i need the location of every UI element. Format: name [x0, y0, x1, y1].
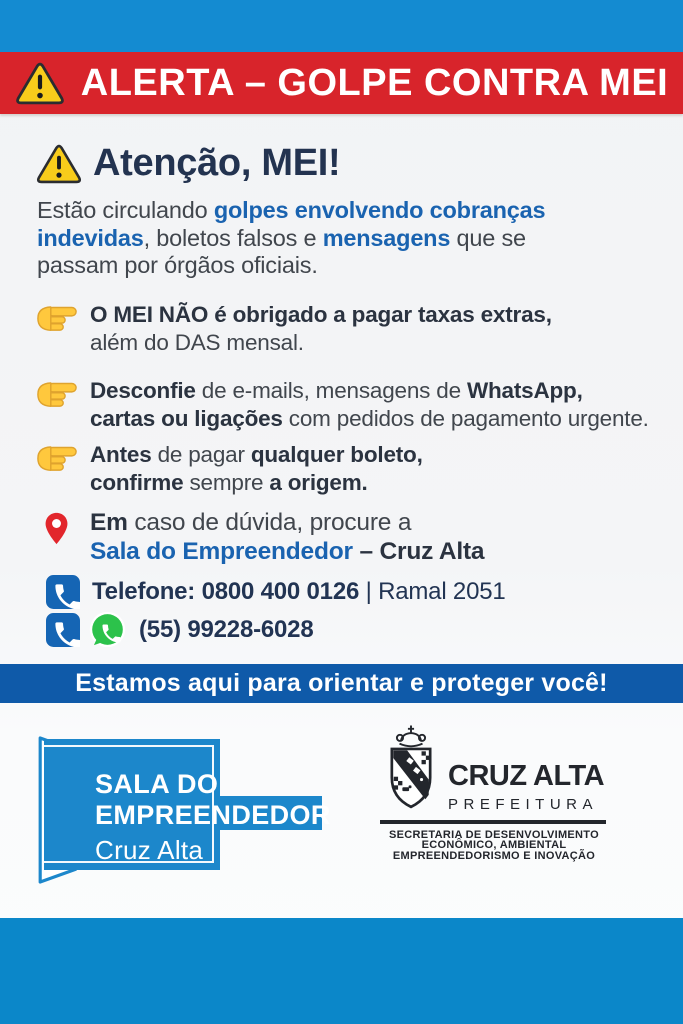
secretaria-line: ECONÔMICO, AMBIENTAL	[421, 839, 567, 851]
secretaria-line: EMPREENDEDORISMO E INOVAÇÃO	[392, 849, 596, 862]
bullet-line: Desconfie de e-mails, mensagens de WhatsApp,	[90, 378, 583, 403]
bullet-line: além do DAS mensal.	[90, 330, 304, 355]
pointing-finger-icon	[36, 442, 78, 473]
coat-of-arms-icon	[384, 724, 438, 816]
warning-triangle-icon	[36, 143, 82, 185]
prefeitura-logo	[378, 724, 614, 861]
location-info	[44, 508, 484, 566]
prefeitura-subtitle: PREFEITURA	[448, 796, 599, 813]
location-text	[90, 508, 484, 566]
phone-icon	[46, 575, 80, 609]
location-line: Sala do Empreendedor – Cruz Alta	[90, 538, 485, 565]
phone-icon	[46, 613, 80, 647]
map-pin-icon	[44, 511, 69, 546]
alert-banner	[0, 52, 683, 114]
bullet-line: Antes de pagar qualquer boleto,	[90, 442, 423, 467]
whatsapp-contact	[46, 611, 313, 648]
bullet-confirm-boleto	[36, 441, 666, 497]
alert-banner-title: ALERTA – GOLPE CONTRA MEI	[80, 61, 669, 104]
logo-line-sala-do: SALA DO	[95, 769, 219, 799]
bullet-line: O MEI NÃO é obrigado a pagar taxas extras,	[90, 302, 552, 327]
bullet-text	[90, 441, 423, 497]
attention-heading	[36, 142, 340, 185]
bullet-text	[90, 377, 649, 433]
bottom-blue-bar	[0, 918, 683, 1024]
pointing-finger-icon	[36, 302, 78, 333]
secretaria-line: SECRETARIA DE DESENVOLVIMENTO	[389, 828, 599, 841]
logo-divider	[380, 820, 606, 824]
city-name: CRUZ ALTA	[448, 760, 605, 792]
sala-do-empreendedor-logo	[32, 733, 332, 887]
attention-heading-title: Atenção, MEI!	[93, 142, 341, 184]
top-blue-bar	[0, 0, 683, 52]
bullet-taxes	[36, 301, 666, 357]
reassurance-band	[0, 664, 683, 703]
bullet-suspect-messages	[36, 377, 666, 433]
intro-paragraph	[37, 197, 545, 280]
whatsapp-number: (55) 99228-6028	[139, 615, 314, 643]
warning-triangle-icon	[15, 61, 65, 106]
bullet-text	[90, 301, 552, 357]
whatsapp-icon	[89, 611, 126, 648]
pointing-finger-icon	[36, 378, 78, 409]
logo-line-empreendedor: EMPREENDEDOR	[95, 800, 331, 830]
location-line: Em caso de dúvida, procure a	[90, 509, 412, 536]
logo-line-cruz-alta: Cruz Alta	[95, 835, 204, 865]
intro-line: Estão circulando golpes envolvendo cobranças	[37, 197, 546, 223]
reassurance-text: Estamos aqui para orientar e proteger você!	[75, 669, 608, 697]
bullet-line: cartas ou ligações com pedidos de pagamento urgente.	[90, 406, 649, 431]
prefeitura-names	[448, 760, 604, 816]
phone-contact	[46, 575, 506, 609]
bullet-line: confirme sempre a origem.	[90, 470, 368, 495]
secretaria-text	[378, 830, 610, 862]
intro-line: indevidas, boletos falsos e mensagens que se	[37, 224, 526, 251]
intro-line: passam por órgãos oficiais.	[37, 252, 318, 278]
phone-number: Telefone: 0800 400 0126 | Ramal 2051	[92, 578, 506, 605]
prefeitura-logo-top	[378, 724, 614, 816]
